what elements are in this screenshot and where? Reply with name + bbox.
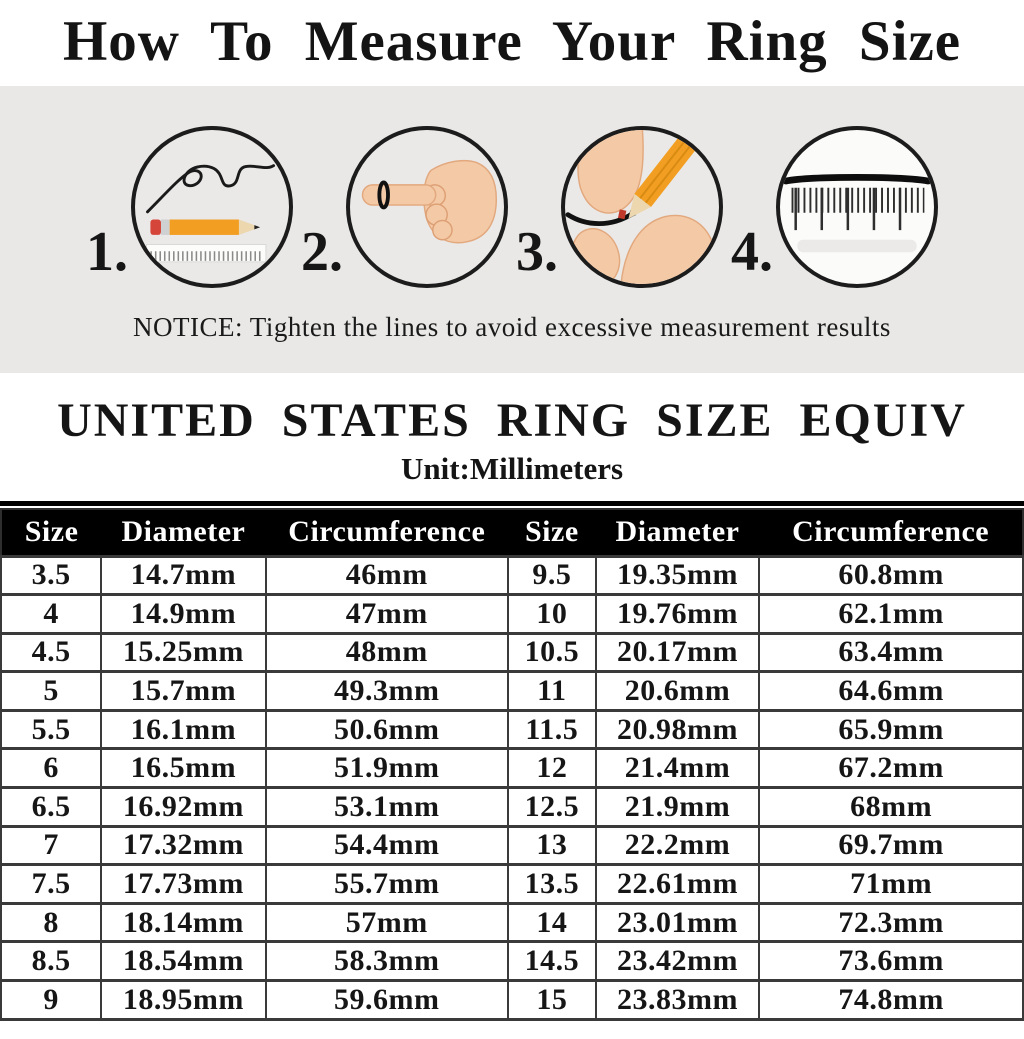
table-cell: 13 xyxy=(508,826,596,865)
table-cell: 4.5 xyxy=(1,633,101,672)
step-3 xyxy=(516,126,723,288)
table-cell: 48mm xyxy=(266,633,508,672)
string-pencil-ruler-icon xyxy=(135,130,289,284)
table-cell: 14.5 xyxy=(508,942,596,981)
table-cell: 19.35mm xyxy=(596,556,760,595)
table-cell: 13.5 xyxy=(508,865,596,904)
ring-size-table xyxy=(0,508,1024,1021)
step-1-number: 1. xyxy=(86,221,128,283)
table-cell: 4 xyxy=(1,595,101,634)
table-row xyxy=(1,672,1023,711)
header-size-right: Size xyxy=(508,509,596,556)
table-cell: 68mm xyxy=(759,788,1023,827)
table-cell: 69.7mm xyxy=(759,826,1023,865)
notice-text: NOTICE: Tighten the lines to avoid excessive measurement results xyxy=(133,312,891,342)
table-cell: 22.2mm xyxy=(596,826,760,865)
section-subtitle: Unit:Millimeters xyxy=(400,451,624,486)
table-cell: 73.6mm xyxy=(759,942,1023,981)
table-cell: 21.9mm xyxy=(596,788,760,827)
table-header-row xyxy=(1,509,1023,556)
table-cell: 60.8mm xyxy=(759,556,1023,595)
table-cell: 22.61mm xyxy=(596,865,760,904)
table-row xyxy=(1,981,1023,1020)
table-cell: 20.98mm xyxy=(596,710,760,749)
table-row xyxy=(1,865,1023,904)
step-3-number: 3. xyxy=(516,221,558,283)
table-row xyxy=(1,942,1023,981)
header-size-left: Size xyxy=(1,509,101,556)
table-cell: 50.6mm xyxy=(266,710,508,749)
table-cell: 19.76mm xyxy=(596,595,760,634)
table-cell: 67.2mm xyxy=(759,749,1023,788)
table-cell: 57mm xyxy=(266,903,508,942)
header-diameter-left: Diameter xyxy=(101,509,266,556)
step-1-circle xyxy=(131,126,293,288)
step-4-number: 4. xyxy=(731,221,773,283)
table-cell: 11 xyxy=(508,672,596,711)
table-cell: 16.5mm xyxy=(101,749,266,788)
table-cell: 16.92mm xyxy=(101,788,266,827)
step-2 xyxy=(301,126,508,288)
table-cell: 9 xyxy=(1,981,101,1020)
table-cell: 14 xyxy=(508,903,596,942)
step-3-circle xyxy=(561,126,723,288)
table-cell: 72.3mm xyxy=(759,903,1023,942)
how-to-band xyxy=(0,86,1024,373)
table-cell: 64.6mm xyxy=(759,672,1023,711)
table-cell: 15.7mm xyxy=(101,672,266,711)
table-cell: 63.4mm xyxy=(759,633,1023,672)
table-cell: 21.4mm xyxy=(596,749,760,788)
table-cell: 8.5 xyxy=(1,942,101,981)
table-cell: 65.9mm xyxy=(759,710,1023,749)
table-cell: 20.17mm xyxy=(596,633,760,672)
table-cell: 71mm xyxy=(759,865,1023,904)
section-title: UNITED STATES RING SIZE EQUIV xyxy=(57,394,967,447)
table-cell: 16.1mm xyxy=(101,710,266,749)
table-cell: 8 xyxy=(1,903,101,942)
table-cell: 10 xyxy=(508,595,596,634)
table-header xyxy=(1,509,1023,556)
table-cell: 53.1mm xyxy=(266,788,508,827)
table-cell: 7.5 xyxy=(1,865,101,904)
table-row xyxy=(1,710,1023,749)
header-diameter-right: Diameter xyxy=(596,509,760,556)
table-cell: 15 xyxy=(508,981,596,1020)
table-row xyxy=(1,633,1023,672)
step-4 xyxy=(731,126,938,288)
table-cell: 12 xyxy=(508,749,596,788)
table-cell: 55.7mm xyxy=(266,865,508,904)
table-cell: 46mm xyxy=(266,556,508,595)
step-4-circle xyxy=(776,126,938,288)
table-cell: 15.25mm xyxy=(101,633,266,672)
table-row xyxy=(1,556,1023,595)
measure-string-on-ruler-icon xyxy=(780,130,934,284)
string-tied-on-finger-icon xyxy=(350,130,504,284)
header-circumference-left: Circumference xyxy=(266,509,508,556)
table-row xyxy=(1,749,1023,788)
table-cell: 6.5 xyxy=(1,788,101,827)
table-cell: 17.73mm xyxy=(101,865,266,904)
table-cell: 74.8mm xyxy=(759,981,1023,1020)
table-cell: 23.42mm xyxy=(596,942,760,981)
table-cell: 7 xyxy=(1,826,101,865)
step-2-number: 2. xyxy=(301,221,343,283)
table-cell: 20.6mm xyxy=(596,672,760,711)
table-row xyxy=(1,788,1023,827)
table-row xyxy=(1,903,1023,942)
table-cell: 23.83mm xyxy=(596,981,760,1020)
page-title: How To Measure Your Ring Size xyxy=(62,10,962,73)
table-cell: 18.95mm xyxy=(101,981,266,1020)
table-cell: 3.5 xyxy=(1,556,101,595)
table-row xyxy=(1,595,1023,634)
table-cell: 18.54mm xyxy=(101,942,266,981)
table-cell: 51.9mm xyxy=(266,749,508,788)
table-cell: 9.5 xyxy=(508,556,596,595)
table-cell: 47mm xyxy=(266,595,508,634)
step-2-circle xyxy=(346,126,508,288)
table-cell: 5 xyxy=(1,672,101,711)
table-cell: 54.4mm xyxy=(266,826,508,865)
table-cell: 5.5 xyxy=(1,710,101,749)
table-cell: 14.9mm xyxy=(101,595,266,634)
table-cell: 49.3mm xyxy=(266,672,508,711)
table-cell: 12.5 xyxy=(508,788,596,827)
table-cell: 59.6mm xyxy=(266,981,508,1020)
header-circumference-right: Circumference xyxy=(759,509,1023,556)
table-cell: 62.1mm xyxy=(759,595,1023,634)
mark-string-with-pencil-icon xyxy=(565,130,719,284)
table-cell: 17.32mm xyxy=(101,826,266,865)
table-cell: 18.14mm xyxy=(101,903,266,942)
table-cell: 10.5 xyxy=(508,633,596,672)
table-cell: 58.3mm xyxy=(266,942,508,981)
table-cell: 11.5 xyxy=(508,710,596,749)
table-cell: 23.01mm xyxy=(596,903,760,942)
table-cell: 6 xyxy=(1,749,101,788)
table-body xyxy=(1,556,1023,1019)
steps-row xyxy=(0,118,1024,288)
step-1 xyxy=(86,126,293,288)
size-table-wrap xyxy=(0,501,1024,1021)
table-row xyxy=(1,826,1023,865)
table-cell: 14.7mm xyxy=(101,556,266,595)
